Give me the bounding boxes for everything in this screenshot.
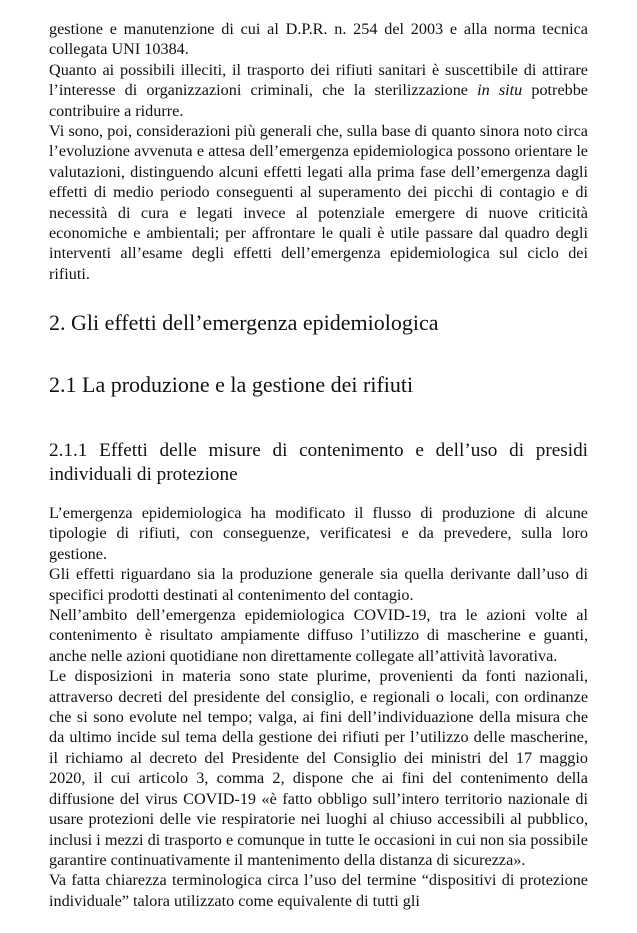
paragraph-illeciti-emphasis: in situ	[477, 81, 523, 100]
paragraph-effetti: Gli effetti riguardano sia la produzione generale sia quella derivante dall’uso di specifici prodotti destinati al contenimento del contagio.	[49, 565, 588, 604]
paragraph-considerazioni: Vi sono, poi, considerazioni più generali che, sulla base di quanto sinora noto circa l’evoluzione avvenuta e attesa dell’emergenza epidemiologica possono orientare le valutazioni, distinguendo alcuni effetti legati alla prima fase dell’emergenza dagli effetti di medio periodo conseguenti al superamento dei picchi di contagio e di necessità di cura e legati invece al potenziale emergere di nuove criticità economiche e ambientali; per affrontare le quali è utile passare dal quadro degli interventi all’esame degli effetti dell’emergenza epidemiologica sul ciclo dei rifiuti.	[49, 122, 588, 283]
paragraph-illeciti-text-b: potrebbe contribuire a ridurre.	[49, 81, 588, 120]
section-heading-2-1: 2.1 La produzione e la gestione dei rifiuti	[49, 372, 414, 397]
paragraph-illeciti-text-a: Quanto ai possibili illeciti, il trasporto dei rifiuti sanitari è suscettibile di attirare l’interesse di organizzazioni criminali, che la sterilizzazione	[49, 60, 588, 100]
paragraph-disposizioni: Le disposizioni in materia sono state plurime, provenienti da fonti nazionali, attraverso decreti del presidente del consiglio, e regionali o locali, con ordinanze che si sono evolute nel tempo; valga, ai fini dell’individuazione della misura che da ultimo incide sul tema della gestione dei rifiuti per l’utilizzo delle mascherine, il richiamo al decreto del Presidente del Consiglio dei ministri del 17 maggio 2020, il cui articolo 3, comma 2, dispone che ai fini del contenimento della diffusione del virus COVID-19 «è fatto obbligo sull’intero territorio nazionale di usare protezioni delle vie respiratorie nei luoghi al chiuso accessibili al pubblico, inclusi i mezzi di trasporto e comunque in tutte le occasioni in cui non sia possibile garantire continuativamente il mantenimento della distanza di sicurezza».	[49, 667, 588, 869]
paragraph-continuation: gestione e manutenzione di cui al D.P.R. n. 254 del 2003 e alla norma tecnica collegata UNI 10384.	[49, 20, 588, 59]
section-heading-2: 2. Gli effetti dell’emergenza epidemiologica	[49, 310, 439, 335]
top-text-block	[49, 19, 588, 284]
section-heading-2-1-1: 2.1.1 Effetti delle misure di contenimento e dell’uso di presidi individuali di protezione	[49, 440, 588, 486]
paragraph-illeciti	[49, 60, 588, 121]
paragraph-emergenza: L’emergenza epidemiologica ha modificato il flusso di produzione di alcune tipologie di rifiuti, con conseguenze, verificatesi e da prevedere, sulla loro gestione.	[49, 504, 588, 563]
body-text-block	[49, 503, 588, 911]
paragraph-terminologia: Va fatta chiarezza terminologica circa l’uso del termine “dispositivi di protezione individuale” talora utilizzato come equivalente di tutti gli	[49, 871, 588, 910]
paragraph-covid: Nell’ambito dell’emergenza epidemiologica COVID-19, tra le azioni volte al contenimento è risultato ampiamente diffuso l’utilizzo di mascherine e guanti, anche nelle azioni quotidiane non direttamente collegate all’attività lavorativa.	[49, 606, 588, 665]
